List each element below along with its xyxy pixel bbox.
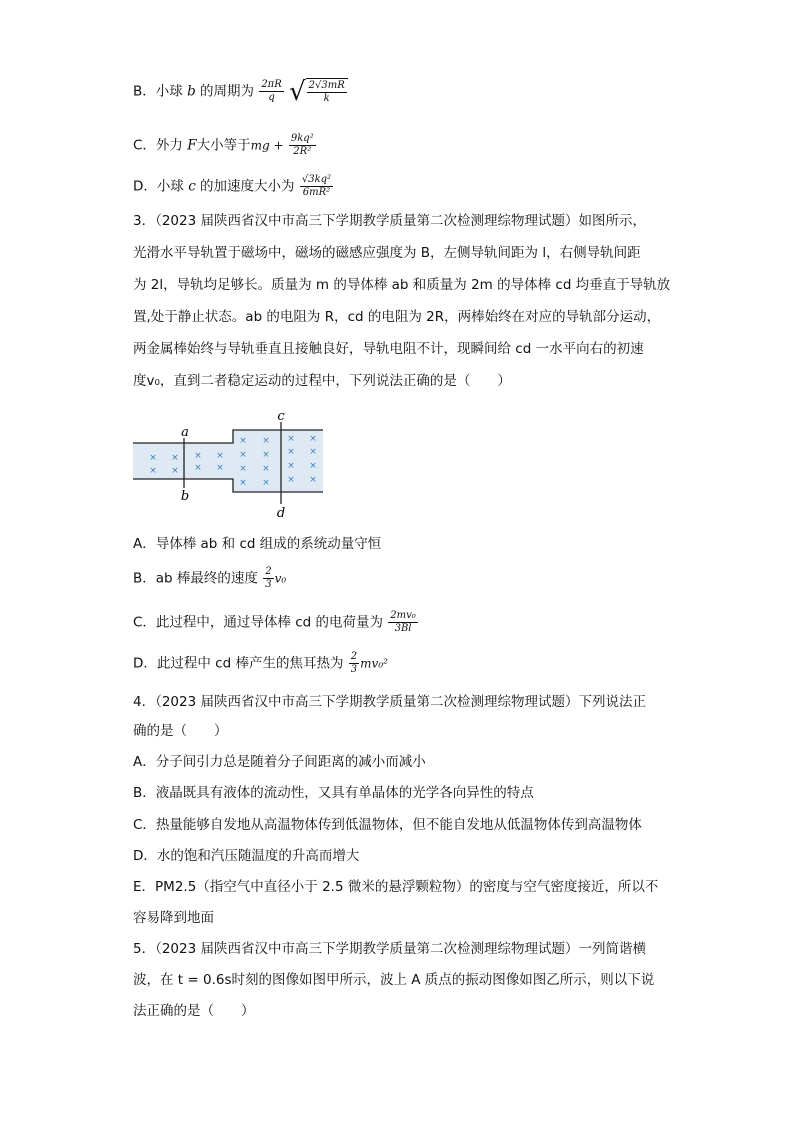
field-cross-mark: × xyxy=(262,436,270,446)
field-cross-mark: × xyxy=(309,447,317,457)
q3-option-a: A．导体棒 ab 和 cd 组成的系统动量守恒 xyxy=(133,536,382,552)
field-cross-mark: × xyxy=(239,478,247,488)
rail-diagram xyxy=(133,408,333,520)
q3-stem-line2: 光滑水平导轨置于磁场中，磁场的磁感应强度为 B，左侧导轨间距为 l，右侧导轨间距 xyxy=(133,245,641,261)
field-cross-mark: × xyxy=(149,453,157,463)
q4-stem-line2: 确的是（ ） xyxy=(133,723,228,739)
q4-stem-line1: 4．（2023 届陕西省汉中市高三下学期教学质量第二次检测理综物理试题）下列说法正 xyxy=(133,694,646,710)
q4-option-d: D．水的饱和汽压随温度的升高而增大 xyxy=(133,848,360,864)
field-cross-mark: × xyxy=(216,463,224,473)
q3-option-c: C．此过程中，通过导体棒 cd 的电荷量为 $\frac{\text{2mv₀}}{3Bl}$ xyxy=(133,610,416,634)
q2-option-b: B．小球 b 的周期为 $\frac{2\pi R}{q}$ √ $\frac{2√3mR}{k}$ xyxy=(133,78,348,105)
field-cross-mark: × xyxy=(194,451,202,461)
q5-stem-line1: 5．（2023 届陕西省汉中市高三下学期教学质量第二次检测理综物理试题）一列简谐横 xyxy=(133,941,646,957)
q2-option-c: C．外力 F大小等于mg + $\frac{\text{9kq²}}{\text{2R²}}$ xyxy=(133,133,314,157)
field-cross-mark: × xyxy=(171,466,179,476)
field-cross-mark: × xyxy=(287,475,295,485)
q4-option-e-line1: E．PM2.5（指空气中直径小于 2.5 微米的悬浮颗粒物）的密度与空气密度接近，所以不 xyxy=(133,879,659,895)
label-d: d xyxy=(276,506,286,520)
q3-stem-line6: 度v₀，直到二者稳定运动的过程中，下列说法正确的是（ ） xyxy=(133,373,511,389)
q3-stem-line1: 3．（2023 届陕西省汉中市高三下学期教学质量第二次检测理综物理试题）如图所示， xyxy=(133,213,646,229)
q2b-sqrt: √ $\frac{2√3mR}{k}$ xyxy=(289,78,348,105)
field-cross-mark: × xyxy=(309,475,317,485)
field-cross-mark: × xyxy=(216,451,224,461)
field-cross-mark: × xyxy=(287,461,295,471)
q4-option-b: B．液晶既具有液体的流动性，又具有单晶体的光学各向异性的特点 xyxy=(133,785,534,801)
q3-option-b: B．ab 棒最终的速度 $\frac{2}{3}$ v₀ xyxy=(133,566,287,590)
q4-option-c: C．热量能够自发地从高温物体传到低温物体，但不能自发地从低温物体传到高温物体 xyxy=(133,817,642,833)
q2b-fraction: $\frac{2\pi R}{q}$ xyxy=(261,79,282,103)
field-cross-mark: × xyxy=(171,453,179,463)
field-cross-mark: × xyxy=(262,478,270,488)
field-cross-mark: × xyxy=(149,466,157,476)
label-a: a xyxy=(181,425,189,440)
q3-stem-line4: 置,处于静止状态。ab 的电阻为 R，cd 的电阻为 2R，两棒始终在对应的导轨部分运动， xyxy=(133,309,661,325)
field-cross-mark: × xyxy=(287,434,295,444)
q2-option-d: D．小球 c 的加速度大小为 $\frac{\text{√3kq²}}{\text{6mR²}}$ xyxy=(133,174,332,198)
field-cross-mark: × xyxy=(194,463,202,473)
field-cross-mark: × xyxy=(239,436,247,446)
q3-option-d: D．此过程中 cd 棒产生的焦耳热为 $\frac{2}{3}$ mv₀² xyxy=(133,651,388,675)
q5-stem-line2: 波，在 t = 0.6s时刻的图像如图甲所示，波上 A 质点的振动图像如图乙所示，则以下说 xyxy=(133,972,655,988)
q3-stem-line5: 两金属棒始终与导轨垂直且接触良好，导轨电阻不计，现瞬间给 cd 一水平向右的初速 xyxy=(133,341,644,357)
field-cross-mark: × xyxy=(239,464,247,474)
label-c: c xyxy=(277,409,285,424)
field-cross-mark: × xyxy=(309,434,317,444)
field-cross-mark: × xyxy=(262,464,270,474)
field-cross-mark: × xyxy=(239,450,247,460)
q4-option-e-line2: 容易降到地面 xyxy=(133,910,214,926)
q2c-fraction: $\frac{\text{9kq²}}{\text{2R²}}$ xyxy=(290,133,314,157)
q5-stem-line3: 法正确的是（ ） xyxy=(133,1003,255,1019)
q3-stem-line3: 为 2l，导轨均足够长。质量为 m 的导体棒 ab 和质量为 2m 的导体棒 cd 均垂直于导轨放 xyxy=(133,277,671,293)
field-cross-mark: × xyxy=(309,461,317,471)
field-cross-mark: × xyxy=(287,447,295,457)
field-cross-mark: × xyxy=(262,450,270,460)
q4-option-a: A．分子间引力总是随着分子间距离的减小而减小 xyxy=(133,754,426,770)
q2d-fraction: $\frac{\text{√3kq²}}{\text{6mR²}}$ xyxy=(301,174,332,198)
label-b: b xyxy=(180,489,190,504)
